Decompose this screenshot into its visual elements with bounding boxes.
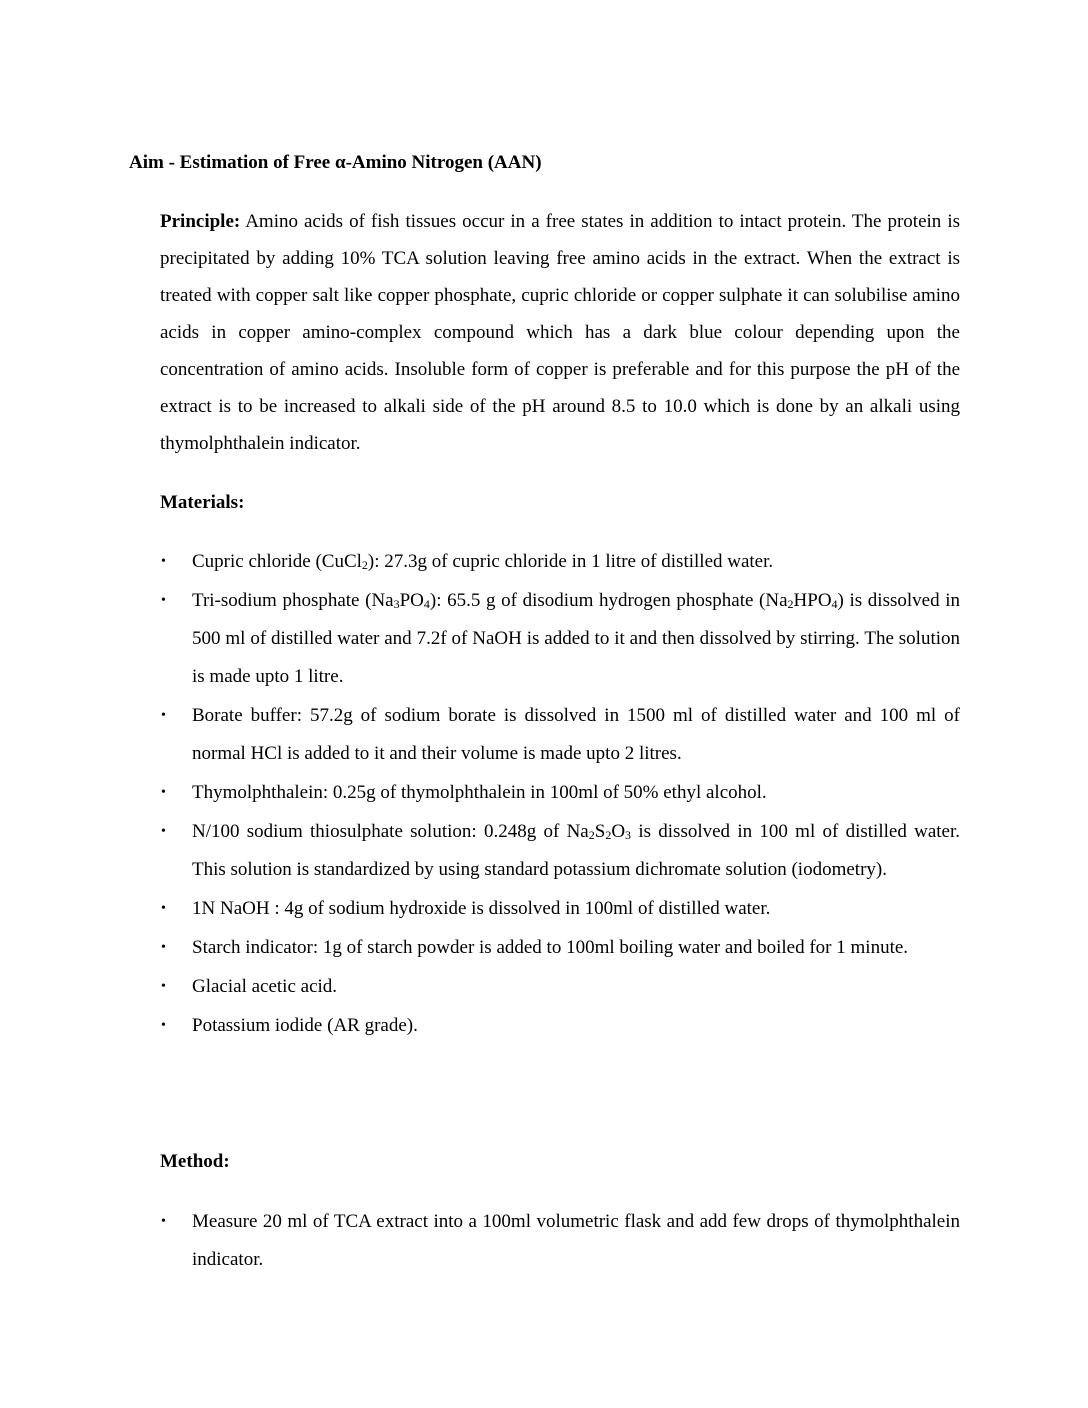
bullet-icon: • (161, 593, 166, 608)
method-list (160, 1203, 960, 1280)
materials-item (160, 582, 960, 696)
materials-item (160, 697, 960, 773)
materials-heading: Materials: (160, 492, 245, 513)
materials-item (160, 774, 960, 812)
materials-item-text: ): 65.5 g of disodium hydrogen phosphate (Na (429, 590, 788, 611)
materials-item (160, 543, 960, 581)
subscript: 2 (361, 558, 368, 572)
bullet-icon: • (161, 1214, 166, 1229)
method-item (160, 1203, 960, 1279)
materials-item (160, 929, 960, 967)
bullet-icon: • (161, 554, 166, 569)
subscript: 2 (588, 828, 595, 842)
subscript: 3 (625, 828, 632, 842)
principle-paragraph (160, 203, 960, 462)
aim-title: Aim - Estimation of Free α-Amino Nitrogen (AAN) (129, 152, 542, 173)
subscript: 3 (393, 597, 400, 611)
bullet-icon: • (161, 979, 166, 994)
bullet-icon: • (161, 901, 166, 916)
materials-item-text: Tri-sodium phosphate (Na (192, 590, 394, 611)
bullet-icon: • (161, 940, 166, 955)
materials-item-text: HPO (793, 590, 832, 611)
subscript: 2 (605, 828, 612, 842)
materials-item (160, 1007, 960, 1045)
principle-label: Principle: (160, 211, 241, 232)
materials-item-text: Potassium iodide (AR grade). (192, 1015, 418, 1036)
bullet-icon: • (161, 708, 166, 723)
bullet-icon: • (161, 785, 166, 800)
bullet-icon: • (161, 1018, 166, 1033)
bullet-icon: • (161, 824, 166, 839)
materials-item-text: O (611, 821, 626, 842)
principle-text: Amino acids of fish tissues occur in a free states in addition to intact protein. The protein is precipitated by adding 10% TCA solution leaving free amino acids in the extract. When the extract is treated with copper salt like copper phosphate, cupric chloride or copper sulphate it can solubilise amino acids in copper amino-complex compound which has a dark blue colour depending upon the concentration of amino acids. Insoluble form of copper is preferable and for this purpose the pH of the extract is to be increased to alkali side of the pH around 8.5 to 10.0 which is done by an alkali using thymolphthalein indicator. (160, 211, 960, 454)
materials-item-text: ): 27.3g of cupric chloride in 1 litre of distilled water. (367, 551, 774, 572)
materials-item (160, 968, 960, 1006)
method-heading: Method: (160, 1151, 230, 1172)
materials-item-text: Thymolphthalein: 0.25g of thymolphthalein in 100ml of 50% ethyl alcohol. (192, 782, 767, 803)
method-item-text: Measure 20 ml of TCA extract into a 100ml volumetric flask and add few drops of thymolphthalein indicator. (192, 1211, 960, 1270)
materials-item-text: Starch indicator: 1g of starch powder is added to 100ml boiling water and boiled for 1 minute. (192, 937, 909, 958)
materials-item-text: PO (399, 590, 424, 611)
subscript: 4 (831, 597, 838, 611)
materials-item-text: N/100 sodium thiosulphate solution: 0.248g of Na (192, 821, 589, 842)
subscript: 2 (787, 597, 794, 611)
materials-item-text: S (594, 821, 606, 842)
subscript: 4 (423, 597, 430, 611)
materials-list (160, 543, 960, 1046)
materials-item-text: 1N NaOH : 4g of sodium hydroxide is dissolved in 100ml of distilled water. (192, 898, 771, 919)
materials-item-text: Cupric chloride (CuCl (192, 551, 362, 572)
materials-item (160, 813, 960, 889)
materials-item-text: ) is dissolved in 500 ml of distilled water and 7.2f of NaOH is added to it and then dissolved by stirring. The solution is made upto 1 litre. (192, 590, 960, 687)
materials-item-text: Glacial acetic acid. (192, 976, 338, 997)
materials-item (160, 890, 960, 928)
materials-item-text: Borate buffer: 57.2g of sodium borate is dissolved in 1500 ml of distilled water and 100 ml of normal HCl is added to it and their volume is made upto 2 litres. (192, 705, 960, 764)
materials-item-text: is dissolved in 100 ml of distilled water. This solution is standardized by using standard potassium dichromate solution (iodometry). (192, 821, 960, 880)
